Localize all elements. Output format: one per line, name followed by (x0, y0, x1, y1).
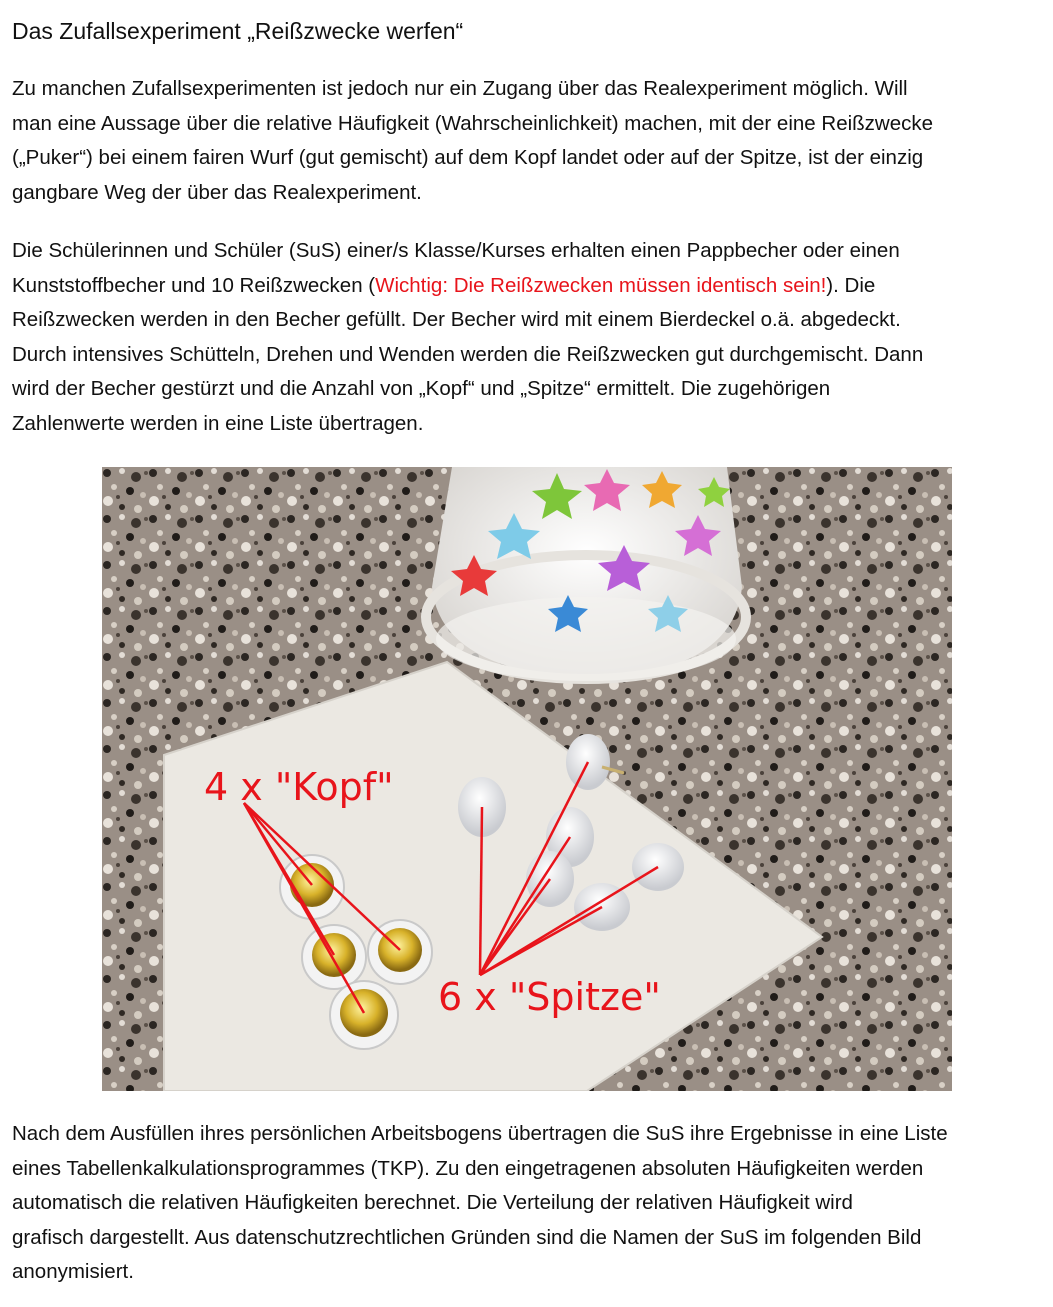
text-segment: ). Die (826, 273, 876, 297)
label-kopf: 4 x "Kopf" (204, 765, 394, 809)
text-line: wird der Becher gestürzt und die Anzahl von „Kopf“ und „Spitze“ ermittelt. Die zugehörigen (12, 377, 831, 400)
cup (426, 467, 746, 681)
text-line: grafisch dargestellt. Aus datenschutzrechtlichen Gründen sind die Namen der SuS im folgenden Bild (12, 1225, 922, 1249)
text-line: („Puker“) bei einem fairen Wurf (gut gemischt) auf dem Kopf landet oder auf der Spitze, ist der einzig (12, 146, 924, 169)
results-paragraph (12, 1117, 1047, 1290)
procedure-paragraph (12, 234, 1047, 441)
text-line: automatisch die relativen Häufigkeiten berechnet. Die Verteilung der relativen Häufigkeit wird (12, 1191, 853, 1214)
text-line: Nach dem Ausfüllen ihres persönlichen Arbeitsbogens übertragen die SuS ihre Ergebnisse in eine Liste (12, 1122, 948, 1145)
warning-text: Wichtig: Die Reißzwecken müssen identisch sein! (375, 273, 827, 297)
text-line: Zahlenwerte werden in eine Liste übertragen. (12, 411, 424, 435)
text-line: man eine Aussage über die relative Häufigkeit (Wahrscheinlichkeit) machen, mit der eine Reißzwecke (12, 111, 934, 135)
text-line: anonymisiert. (12, 1260, 134, 1283)
text-line: Durch intensives Schütteln, Drehen und Wenden werden die Reißzwecken gut durchgemischt. Dann (12, 342, 924, 366)
text-line: gangbare Weg der über das Realexperiment. (12, 180, 422, 204)
text-segment: Kunststoffbecher und 10 Reißzwecken ( (12, 273, 376, 297)
text-line: Die Schülerinnen und Schüler (SuS) einer/s Klasse/Kurses erhalten einen Pappbecher oder einen (12, 239, 900, 262)
text-line (12, 269, 1047, 304)
intro-paragraph (12, 72, 1047, 210)
text-line: Reißzwecken werden in den Becher gefüllt. Der Becher wird mit einem Bierdeckel o.ä. abgedeckt. (12, 308, 901, 331)
page-title: Das Zufallsexperiment „Reißzwecke werfen“ (12, 18, 464, 44)
text-line: eines Tabellenkalkulationsprogrammes (TKP). Zu den eingetragenen absoluten Häufigkeiten werden (12, 1156, 924, 1180)
label-spitze: 6 x "Spitze" (438, 975, 661, 1019)
experiment-photo (102, 467, 952, 1091)
text-line: Zu manchen Zufallsexperimenten ist jedoch nur ein Zugang über das Realexperiment möglich. Will (12, 77, 908, 100)
